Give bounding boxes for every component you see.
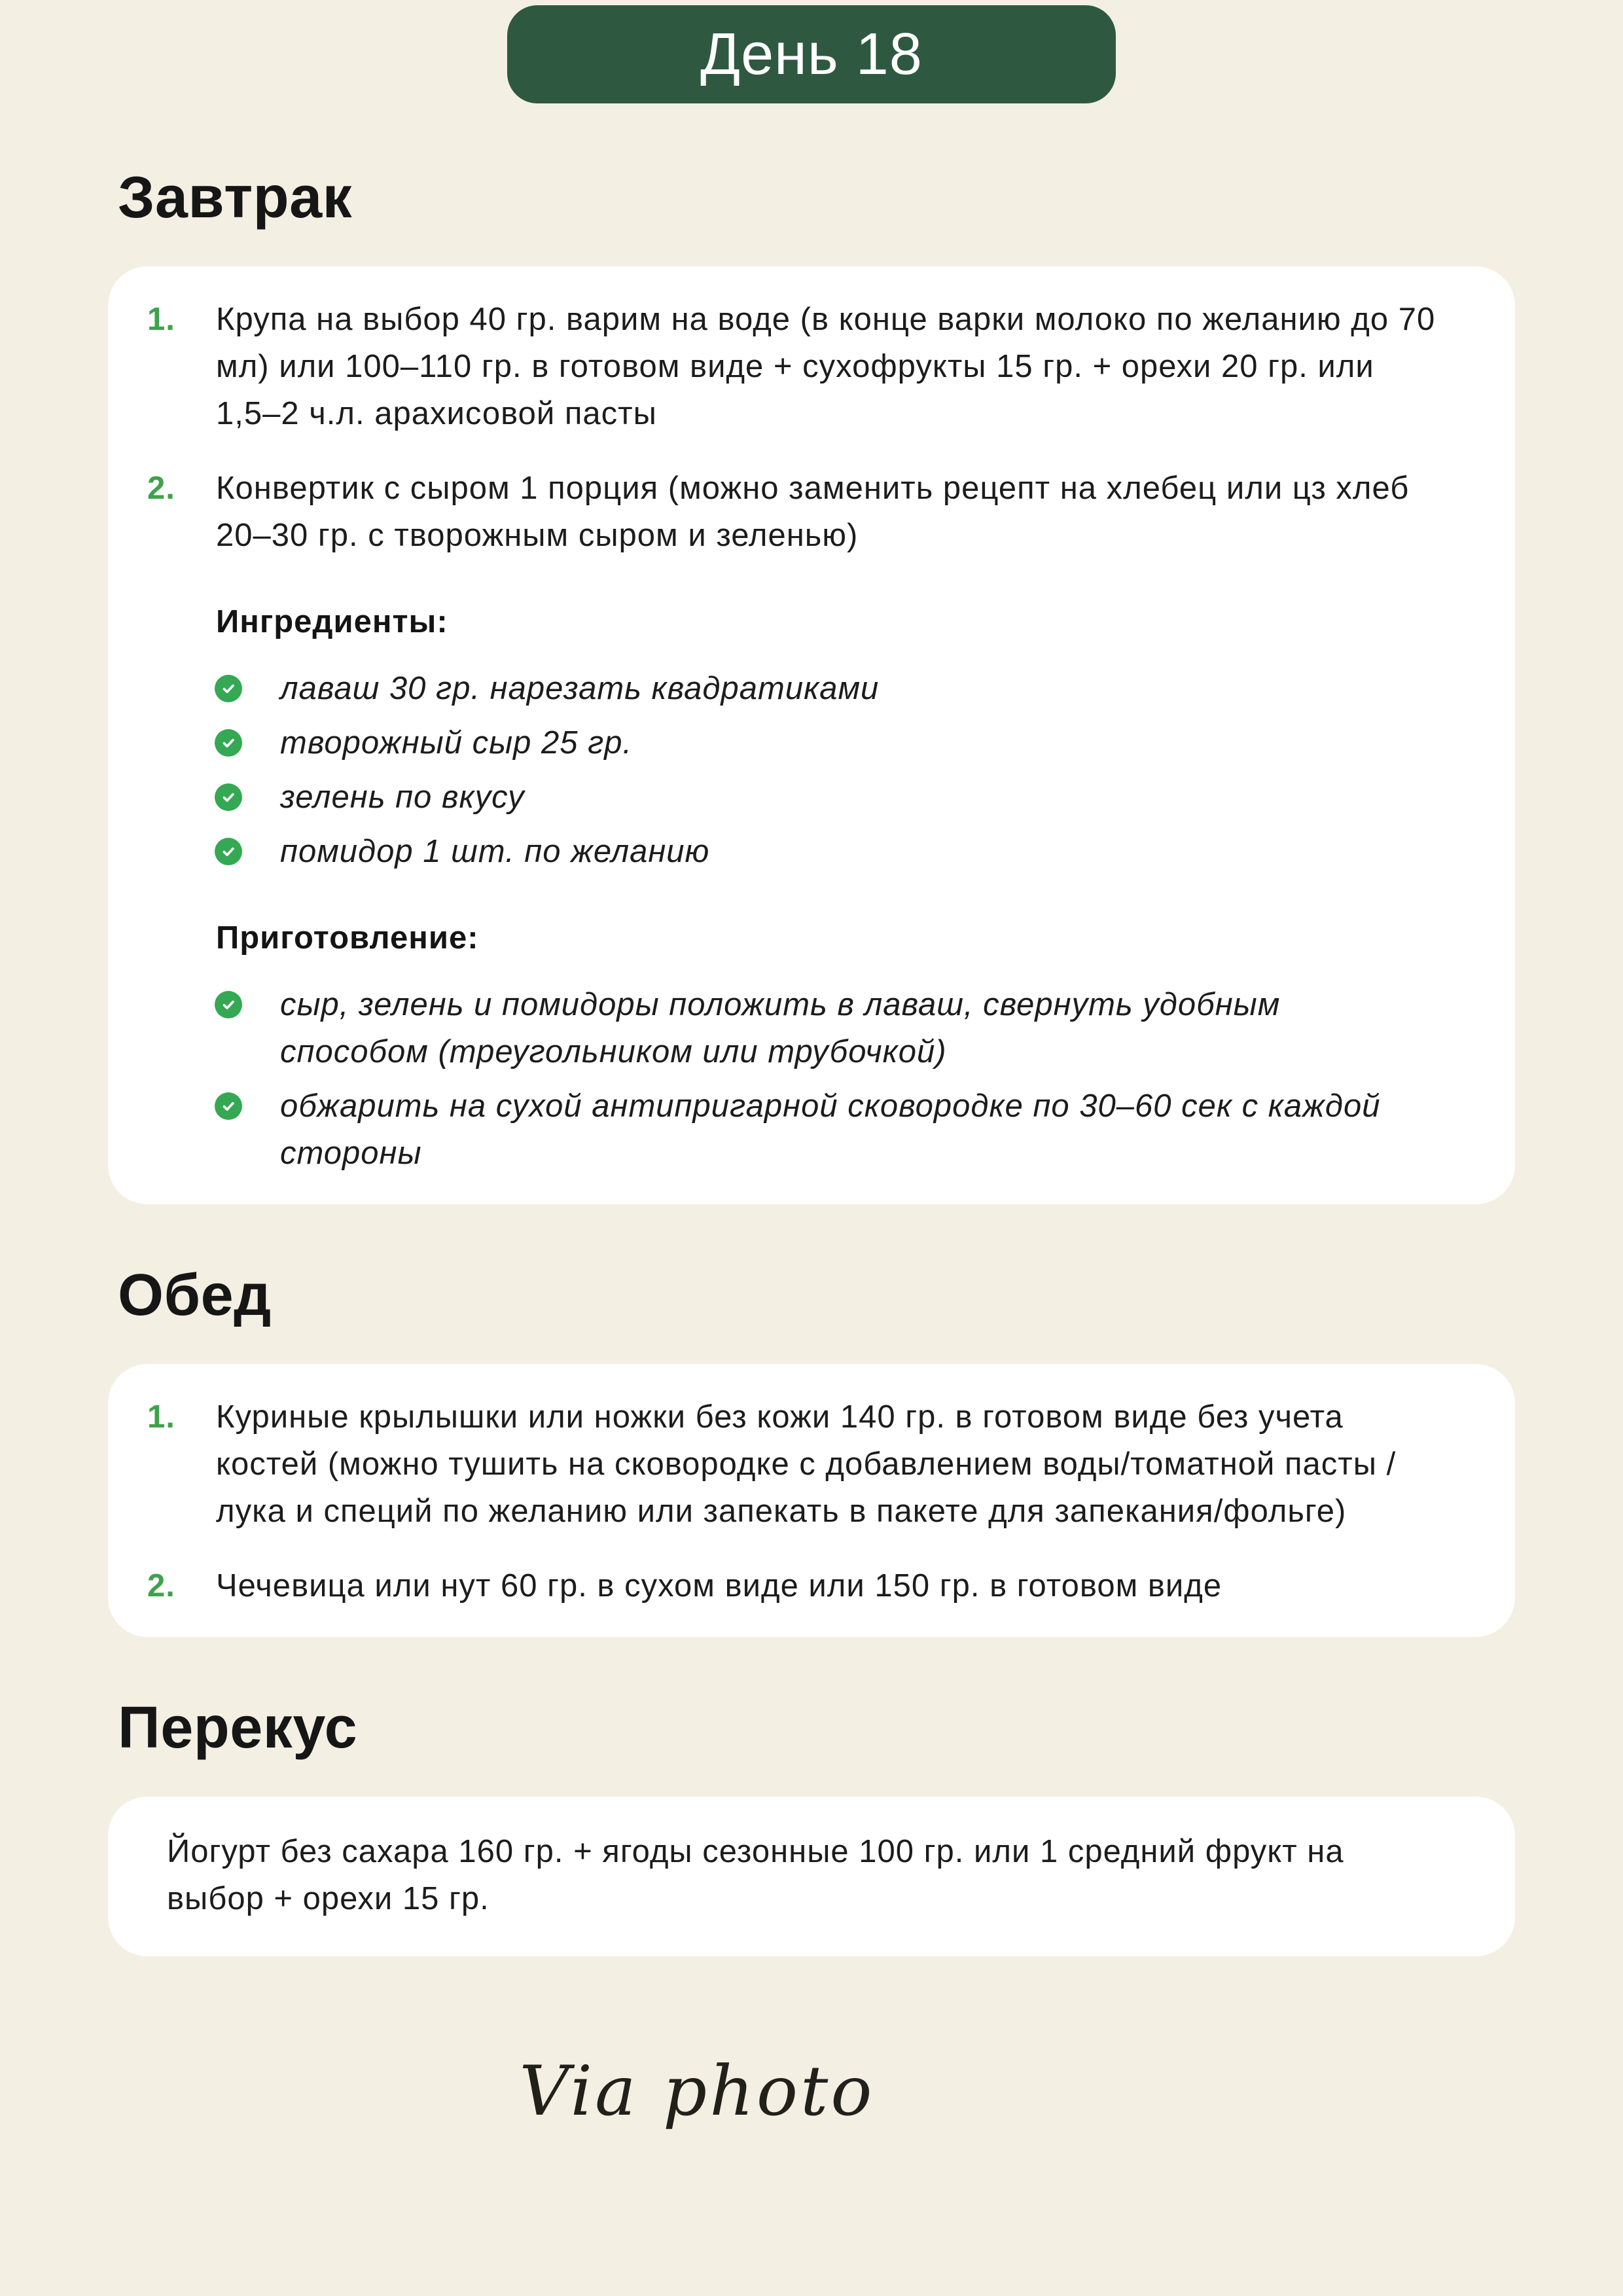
check-icon xyxy=(215,991,242,1018)
list-item xyxy=(147,828,1466,875)
item-text: Чечевица или нут 60 гр. в сухом виде или 150 гр. в готовом виде xyxy=(216,1568,1222,1604)
checklist-text: творожный сыр 25 гр. xyxy=(280,725,633,761)
list-item xyxy=(147,665,1466,712)
item-number: 1. xyxy=(147,1399,175,1435)
section-title-lunch: Обед xyxy=(118,1263,272,1328)
snack-text: Йогурт без сахара 160 гр. + ягоды сезонные 100 гр. или 1 средний фрукт на выбор + орехи 15 гр. xyxy=(167,1834,1344,1916)
page-content xyxy=(0,166,1623,2131)
item-number: 2. xyxy=(147,471,175,506)
checklist-text: зелень по вкусу xyxy=(280,780,525,815)
list-item xyxy=(147,719,1466,766)
item-number: 2. xyxy=(147,1568,175,1604)
check-icon xyxy=(215,675,242,702)
checklist-text: лаваш 30 гр. нарезать квадратиками xyxy=(280,671,880,706)
section-title-snack: Перекус xyxy=(118,1695,358,1761)
checklist-text: помидор 1 шт. по желанию xyxy=(280,834,710,869)
day-badge-label: День 18 xyxy=(700,21,923,87)
list-item xyxy=(147,465,1466,559)
check-icon xyxy=(215,729,242,757)
list-item xyxy=(147,1083,1466,1177)
section-title-breakfast: Завтрак xyxy=(118,165,353,230)
item-text: Куриные крылышки или ножки без кожи 140 гр. в готовом виде без учета костей (можно тушить на сковородке с добавлением воды/томатной пасты /лука и специй по желанию или запекать в пакете для запекания/фольге) xyxy=(216,1399,1397,1529)
list-item xyxy=(147,296,1466,437)
list-item xyxy=(147,774,1466,821)
check-icon xyxy=(215,1092,242,1120)
list-item xyxy=(147,981,1466,1075)
checklist-text: сыр, зелень и помидоры положить в лаваш, свернуть удобным способом (треугольником или трубочкой) xyxy=(280,987,1281,1069)
check-icon xyxy=(215,838,242,865)
watermark-signature: Via photo xyxy=(519,2051,875,2131)
snack-card xyxy=(108,1797,1515,1956)
item-text: Конвертик с сыром 1 порция (можно заменить рецепт на хлебец или цз хлеб 20–30 гр. с творожным сыром и зеленью) xyxy=(216,471,1410,553)
breakfast-card xyxy=(108,266,1515,1204)
item-text: Крупа на выбор 40 гр. варим на воде (в конце варки молоко по желанию до 70 мл) или 100–110 гр. в готовом виде + сухофрукты 15 гр. + орехи 20 гр. или 1,5–2 ч.л. арахисовой пасты xyxy=(216,302,1436,431)
lunch-card xyxy=(108,1364,1515,1637)
preparation-label: Приготовление: xyxy=(216,920,479,956)
checklist-text: обжарить на сухой антипригарной сковородке по 30–60 сек с каждой стороны xyxy=(280,1088,1381,1171)
day-badge xyxy=(507,5,1116,103)
ingredients-label: Ингредиенты: xyxy=(216,604,448,639)
item-number: 1. xyxy=(147,302,175,337)
list-item xyxy=(147,1562,1466,1609)
list-item xyxy=(147,1393,1466,1535)
check-icon xyxy=(215,783,242,811)
